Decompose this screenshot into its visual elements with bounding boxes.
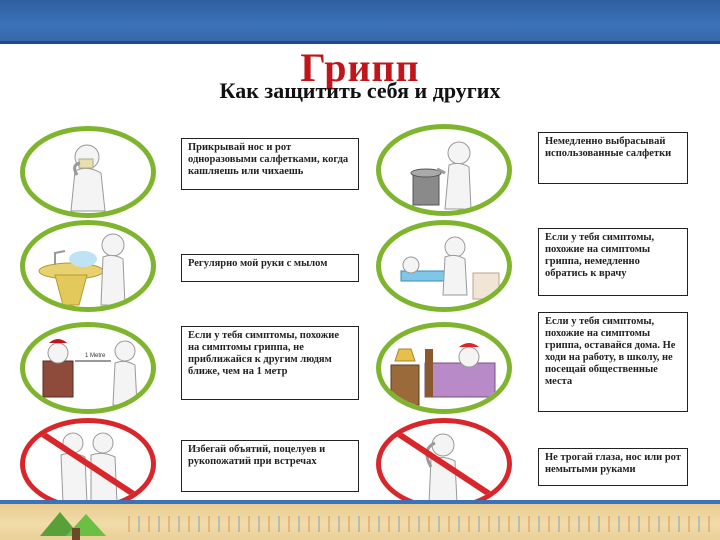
tip-6-text: Если у тебя симптомы, похожие на симптомы гриппа, оставайся дома. Не ходи на работу, в школу, не посещай общественные места: [538, 312, 688, 412]
hand-washing-icon: [20, 220, 156, 312]
page-subtitle: Как защитить себя и других: [219, 78, 501, 103]
tree-decoration-icon: [30, 506, 120, 540]
tip-8-text: Не трогай глаза, нос или рот немытыми руками: [538, 448, 688, 486]
page-title: Грипп: [300, 45, 420, 90]
no-hugs-icon: [20, 418, 156, 510]
tips-panel: [18, 112, 708, 500]
stay-home-icon: [376, 322, 512, 414]
doctor-visit-icon: [376, 220, 512, 312]
distance-label: 1 Metre: [85, 353, 106, 359]
trash-can-icon: [376, 124, 512, 216]
tip-2-text: Немедленно выбрасывай использованные салфетки: [538, 132, 688, 184]
tip-3-text: Регулярно мой руки с мылом: [181, 254, 359, 282]
tip-1-text: Прикрывай нос и рот одноразовыми салфетками, когда кашляешь или чихаешь: [181, 138, 359, 190]
sneeze-tissue-icon: [20, 126, 156, 218]
header-bar: [0, 0, 720, 44]
no-face-touch-icon: [376, 418, 512, 510]
scribble-decoration: [120, 516, 710, 532]
keep-distance-icon: [20, 322, 156, 414]
footer-bar: [0, 500, 720, 540]
tip-7-text: Избегай объятий, поцелуев и рукопожатий при встречах: [181, 440, 359, 492]
tip-4-text: Если у тебя симптомы, похожие на симптомы гриппа, немедленно обратись к врачу: [538, 228, 688, 296]
tip-5-text: Если у тебя симптомы, похожие на симптомы гриппа, не приближайся к другим людям ближе, чем на 1 метр: [181, 326, 359, 400]
